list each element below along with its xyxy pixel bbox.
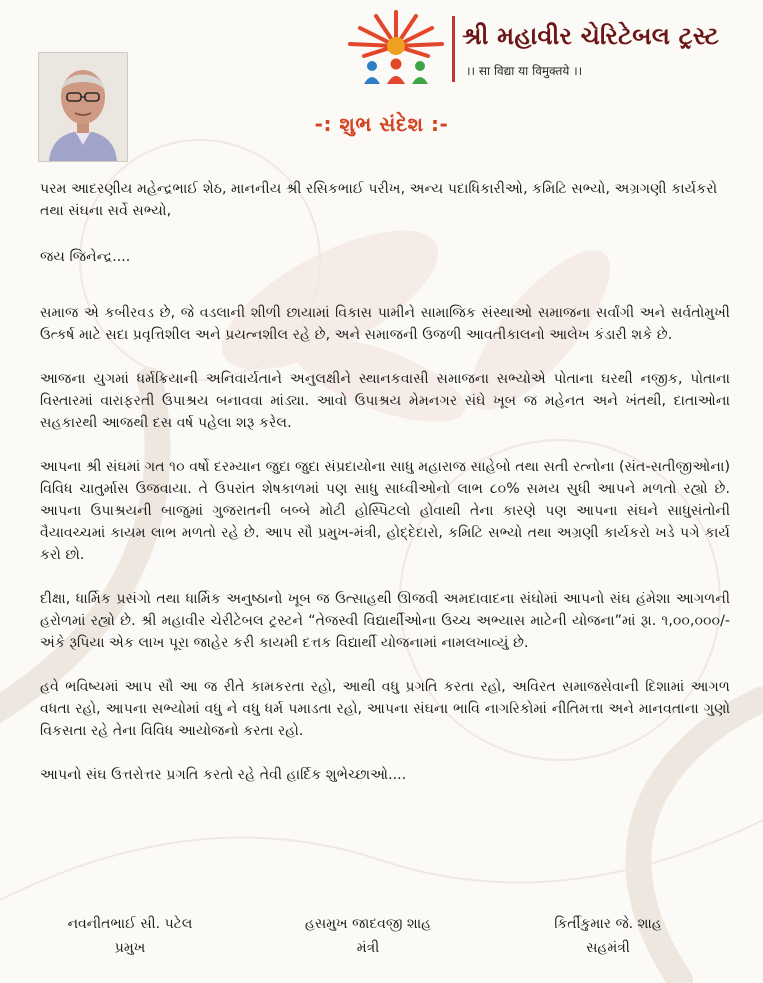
signatory-name: હસમુખ જાદવજી શાહ [304, 916, 432, 932]
signatory-title: પ્રમુખ [114, 940, 146, 956]
paragraph: આપના શ્રી સંઘમાં ગત ૧૦ વર્ષો દરમ્યાન જુદા જુદા સંપ્રદાયોના સાધુ મહારાજ સાહેબો તથા સતી રત્નોના (સંત-સતીજીઓના) વિવિધ ચાતુર્માસ ઉજવાયા. તે ઉપરાંત શેષકાળમાં પણ સાધુ સાધ્વીઓનો લાભ ૮૦% સમય સુધી આપને મળતો રહ્યો છે. આપના ઉપાશ્રયની બાજુમાં ગુજરાતની બબ્બે મોટી હોસ્પિટલો હોવાથી તેના કારણે પણ આપના સંઘને સાધુસંતોની વૈયાવચ્ચમાં કાયમ લાભ મળતો રહે છે. આપ સૌ પ્રમુખ-મંત્રી, હોદ્દેદારો, કમિટિ સભ્યો તથા અગ્રણી કાર્યકરો ખડે પગે કાર્ય કરો છો. [40, 459, 730, 563]
paragraph: આજના યુગમાં ધર્મક્રિયાની અનિવાર્યતાને અનુલક્ષીને સ્થાનકવાસી સમાજના સભ્યોએ પોતાના ઘરથી નજીક, પોતાના વિસ્તારમાં વારાફરતી ઉપાશ્રય બનાવવા માંડ્યા. આવો ઉપાશ્રય મેમનગર સંઘે ખૂબ જ મહેનત અને ખંતથી, દાતાઓના સહકારથી આજથી દસ વર્ષ પહેલા શરૂ કરેલ. [40, 371, 730, 431]
signatory-title: સહમંત્રી [586, 940, 630, 956]
paragraph: દીક્ષા, ધાર્મિક પ્રસંગો તથા ધાર્મિક અનુષ્ઠાનો ખૂબ જ ઉત્સાહથી ઊજવી અમદાવાદના સંઘોમાં આપનો સંઘ હંમેશા આગળની હરોળમાં રહ્યો છે. શ્રી મહાવીર ચેરીટેબલ ટ્રસ્ટને “તેજસ્વી વિદ્યાર્થીઓના ઉચ્ચ અભ્યાસ માટેની યોજના”માં રૂા. ૧,૦૦,૦૦૦/- અંકે રૂપિયા એક લાખ પૂરા જાહેર કરી કાયમી દત્તક વિદ્યાર્થી યોજનામાં નામલખાવ્યું છે. [40, 591, 730, 651]
signature-block [0, 912, 763, 968]
signatory [528, 912, 688, 960]
trust-logo-icon [346, 8, 446, 92]
portrait-photo [38, 52, 128, 162]
signatory-name: નવનીતભાઈ સી. પટેલ [67, 916, 193, 932]
letter-body [40, 178, 730, 786]
salutation: પરમ આદરણીય મહેન્દ્રભાઈ શેઠ, માનનીય શ્રી રસિકભાઈ પરીખ, અન્ય પદાધિકારીઓ, કમિટિ સભ્યો, અગ્રગણી કાર્યકરો તથા સંઘના સર્વે સભ્યો, [40, 181, 718, 219]
trust-name: શ્રી મહાવીર ચેરિટેબલ ટ્રસ્ટ [462, 22, 720, 50]
trust-motto: ।। सा विद्या या विमुक्तये ।। [466, 64, 583, 78]
paragraph: સમાજ એ કબીરવડ છે, જે વડલાની શીળી છાયામાં વિકાસ પામીને સામાજિક સંસ્થાઓ સમાજના સર્વાંગી અને સર્વતોમુખી ઉત્કર્ષ માટે સદા પ્રવૃત્તિશીલ અને પ્રયત્નશીલ રહે છે, અને સમાજની ઉજળી આવતીકાલનો આલેખ કંડારી શકે છે. [40, 305, 730, 343]
signatory-title: મંત્રી [356, 940, 380, 956]
signatory-name: કિર્તીકુમાર જે. શાહ [554, 916, 662, 932]
signatory [50, 912, 210, 960]
header-divider [452, 16, 455, 82]
signatory [278, 912, 458, 960]
message-heading: -: શુભ સંદેશ :- [314, 112, 449, 136]
closing-wishes: આપનો સંઘ ઉત્તરોત્તર પ્રગતિ કરતો રહે તેવી હાર્દિક શુભેચ્છાઓ.... [40, 767, 407, 783]
greeting: જય જિનેન્દ્ર.... [40, 249, 131, 265]
paragraph: હવે ભવિષ્યમાં આપ સૌ આ જ રીતે કામકરતા રહો, આથી વધુ પ્રગતિ કરતા રહો, અવિરત સમાજસેવાની દિશામાં આગળ વધતા રહો, આપના સભ્યોમાં વધુ ને વધુ ધર્મ પમાડતા રહો, આપના સંઘના ભાવિ નાગરિકોમાં નીતિમત્તા અને માનવતાના ગુણો વિકસતા રહે તેના વિવિધ આયોજનો કરતા રહો. [40, 679, 730, 739]
